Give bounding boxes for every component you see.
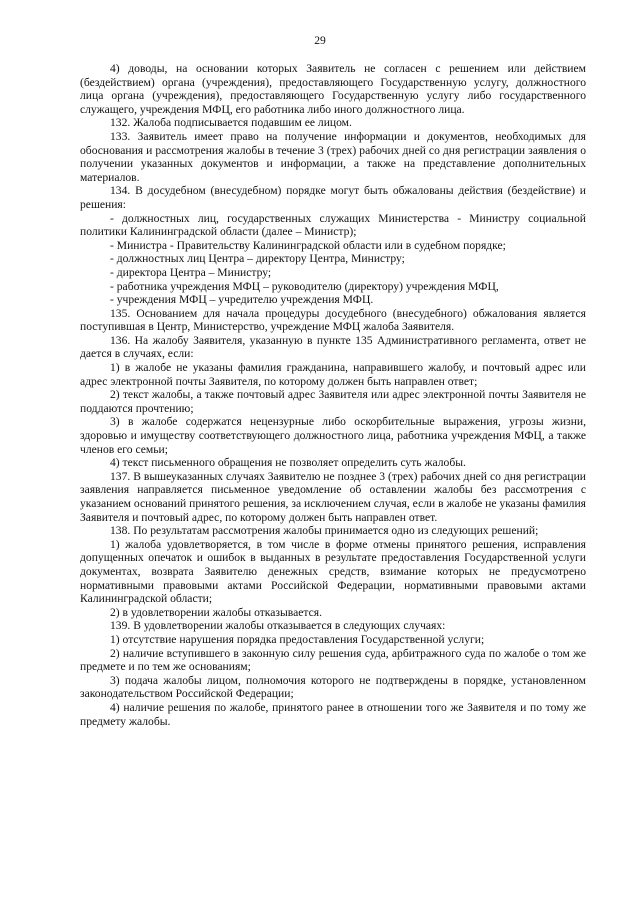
paragraph: 133. Заявитель имеет право на получение информации и документов, необходимых для обоснования и рассмотрения жалобы в течение 3 (трех) рабочих дней со дня регистрации заявления о получении указанных документов и информации, а также на представление дополнительных материалов.	[80, 129, 586, 184]
paragraph: - Министра - Правительству Калининградской области или в судебном порядке;	[110, 238, 506, 252]
paragraph: 132. Жалоба подписывается подавшим ее лицом.	[110, 116, 352, 130]
paragraph: - должностных лиц Центра – директору Центра, Министру;	[110, 252, 405, 266]
paragraph: 135. Основанием для начала процедуры досудебного (внесудебного) обжалования является поступившая в Центр, Министерство, учреждение МФЦ жалоба Заявителя.	[80, 306, 586, 334]
paragraph: 2) текст жалобы, а также почтовый адрес Заявителя или адрес электронной почты Заявителя не поддаются прочтению;	[80, 388, 586, 415]
paragraph: 134. В досудебном (внесудебном) порядке могут быть обжалованы действия (бездействие) и решения:	[80, 184, 586, 211]
paragraph: 137. В вышеуказанных случаях Заявителю не позднее 3 (трех) рабочих дней со дня регистрации заявления направляется письменное уведомление об оставлении жалобы без рассмотрения с указанием оснований принятого решения, за исключением случая, если в жалобе не указаны фамилия Заявителя и почтовый адрес, по которому должен быть направлен ответ.	[80, 469, 586, 524]
paragraph: 139. В удовлетворении жалобы отказывается в следующих случаях:	[110, 619, 446, 633]
paragraph: - работника учреждения МФЦ – руководителю (директору) учреждения МФЦ,	[110, 279, 499, 293]
paragraph: 2) наличие вступившего в законную силу решения суда, арбитражного суда по жалобе о том же предмете и по тем же основаниям;	[80, 646, 586, 674]
paragraph: 3) подача жалобы лицом, полномочия которого не подтверждены в порядке, установленном законодательством Российской Федерации;	[80, 673, 586, 701]
paragraph: 3) в жалобе содержатся нецензурные либо оскорбительные выражения, угрозы жизни, здоровью и имуществу соответствующего должностного лица, работника учреждения МФЦ, а также членов его семьи;	[80, 415, 586, 456]
paragraph: 1) в жалобе не указаны фамилия гражданина, направившего жалобу, и почтовый адрес или адрес электронной почты Заявителя, по которому должен быть направлен ответ;	[80, 361, 586, 388]
paragraph: 4) наличие решения по жалобе, принятого ранее в отношении того же Заявителя и по тому же предмету жалобы.	[80, 700, 586, 728]
paragraph: 138. По результатам рассмотрения жалобы принимается одно из следующих решений;	[110, 524, 539, 538]
paragraph: 1) отсутствие нарушения порядка предоставления Государственной услуги;	[110, 632, 485, 646]
page-number: 29	[314, 34, 326, 47]
paragraph: - директора Центра – Министру;	[110, 265, 272, 279]
paragraph: 136. На жалобу Заявителя, указанную в пункте 135 Административного регламента, ответ не дается в случаях, если:	[80, 333, 586, 361]
paragraph: 1) жалоба удовлетворяется, в том числе в форме отмены принятого решения, исправления допущенных опечаток и ошибок в выданных в результате предоставления Государственной услуги документах, возврата Заявителю денежных средств, взимание которых не предусмотрено нормативными правовыми актами Российской Федерации, нормативными правовыми актами Калининградской области;	[80, 537, 586, 606]
paragraph: 2) в удовлетворении жалобы отказывается.	[110, 605, 322, 619]
document-body	[80, 62, 586, 728]
paragraph: - должностных лиц, государственных служащих Министерства - Министру социальной политики Калининградской области (далее – Министр);	[80, 211, 586, 239]
paragraph: 4) текст письменного обращения не позволяет определить суть жалобы.	[110, 456, 466, 470]
paragraph: - учреждения МФЦ – учредителю учреждения МФЦ.	[110, 293, 374, 307]
paragraph: 4) доводы, на основании которых Заявитель не согласен с решением или действием (бездействием) органа (учреждения), предоставляющего Государственную услугу, должностного лица органа (учреждения), предоставляющего Государственную услугу либо государственного служащего, учреждения МФЦ, его работника либо иного должностного лица.	[80, 62, 586, 116]
